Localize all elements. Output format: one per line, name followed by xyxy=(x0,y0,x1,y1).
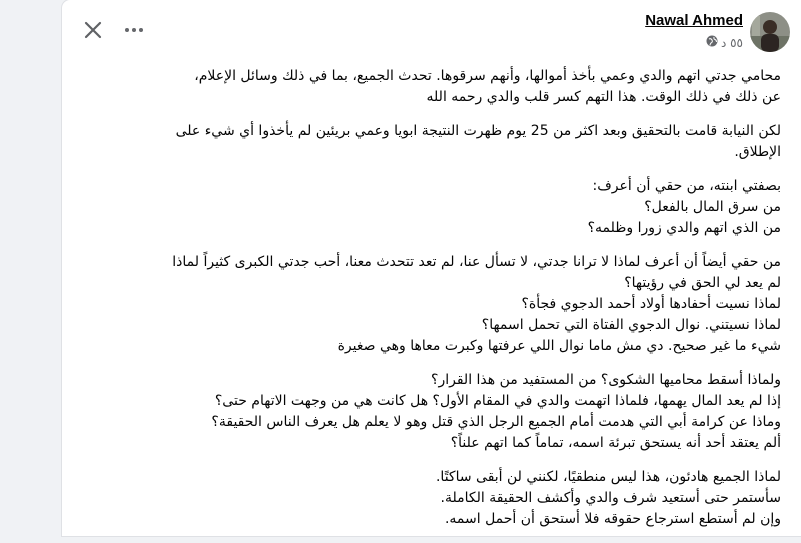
post-line: إذا لم يعد المال يهمها، فلماذا اتهمت والدي في المقام الأول؟ هل كانت هي من وجهت الاتهام حتى؟ xyxy=(214,393,781,409)
more-dot xyxy=(132,28,136,32)
post-paragraph xyxy=(71,370,781,454)
post-line: لكن النيابة قامت بالتحقيق وبعد اكثر من 25 يوم ظهرت النتيجة ابويا وعمي بريئين لم يأخذوا أي شيء على xyxy=(175,123,781,139)
post-line: سأستمر حتى أستعيد شرف والدي وأكشف الحقيقة الكاملة. xyxy=(440,490,781,506)
more-dot xyxy=(139,28,143,32)
post-line: بصفتي ابنته، من حقي أن أعرف: xyxy=(592,178,781,194)
post-line: لماذا نسيتني. نوال الدجوي الفتاة التي تحمل اسمها؟ xyxy=(481,317,781,333)
globe-icon xyxy=(706,35,718,50)
post-line: وماذا عن كرامة أبي التي هدمت أمام الجميع الرجل الذي قتل وهو لا يعلم هل يعرف الناس الحقيقة؟ xyxy=(211,414,781,430)
post-meta xyxy=(706,35,743,50)
post-line: من الذي اتهم والدي زورا وظلمه؟ xyxy=(587,220,781,236)
post-paragraph xyxy=(71,66,781,108)
close-icon[interactable] xyxy=(80,17,106,43)
author-name[interactable]: Nawal Ahmed xyxy=(645,12,743,29)
post-line: من حقي أيضاً أن أعرف لماذا لا ترانا جدتي، لا تسأل عنا، لم تعد تتحدث معنا، أحب جدتي الكبرى كثيراً لماذا xyxy=(172,254,781,270)
more-dot xyxy=(125,28,129,32)
post-paragraph xyxy=(71,121,781,163)
post-line: محامي جدتي اتهم والدي وعمي بأخذ أموالها، وأنهم سرقوها. تحدث الجميع، بما في ذلك وسائل الإعلام، xyxy=(194,68,781,84)
avatar[interactable] xyxy=(750,12,790,52)
post-line: وإن لم أستطع استرجاع حقوقه فلا أستحق أن أحمل اسمه. xyxy=(444,511,781,527)
post-line: لماذا نسيت أحفادها أولاد أحمد الدجوي فجأة؟ xyxy=(521,296,781,312)
post-line: لم يعد لي الحق في رؤيتها؟ xyxy=(624,275,781,291)
more-icon[interactable] xyxy=(122,17,146,43)
post-line: شيء ما غير صحيح. دي مش ماما نوال اللي عرفتها وكبرت معاها وهي صغيرة xyxy=(337,338,781,354)
post-line: من سرق المال بالفعل؟ xyxy=(644,199,781,215)
post-paragraph xyxy=(71,176,781,239)
post-paragraph xyxy=(71,467,781,530)
post-paragraph xyxy=(71,252,781,357)
post-time[interactable]: ٥٥ د xyxy=(720,35,743,50)
post-line: عن ذلك في ذلك الوقت. هذا التهم كسر قلب والدي رحمه الله xyxy=(426,89,781,105)
post-text xyxy=(71,66,781,543)
post-line: لماذا الجميع هادئون، هذا ليس منطقيًا، لكنني لن أبقى ساكتًا. xyxy=(435,469,781,485)
post-line: ألم يعتقد أحد أنه يستحق تبرئة اسمه، تماماً كما اتهم علناً؟ xyxy=(450,435,781,451)
post-line: الإطلاق. xyxy=(734,144,781,160)
post-line: ولماذا أسقط محاميها الشكوى؟ من المستفيد من هذا القرار؟ xyxy=(431,372,781,388)
